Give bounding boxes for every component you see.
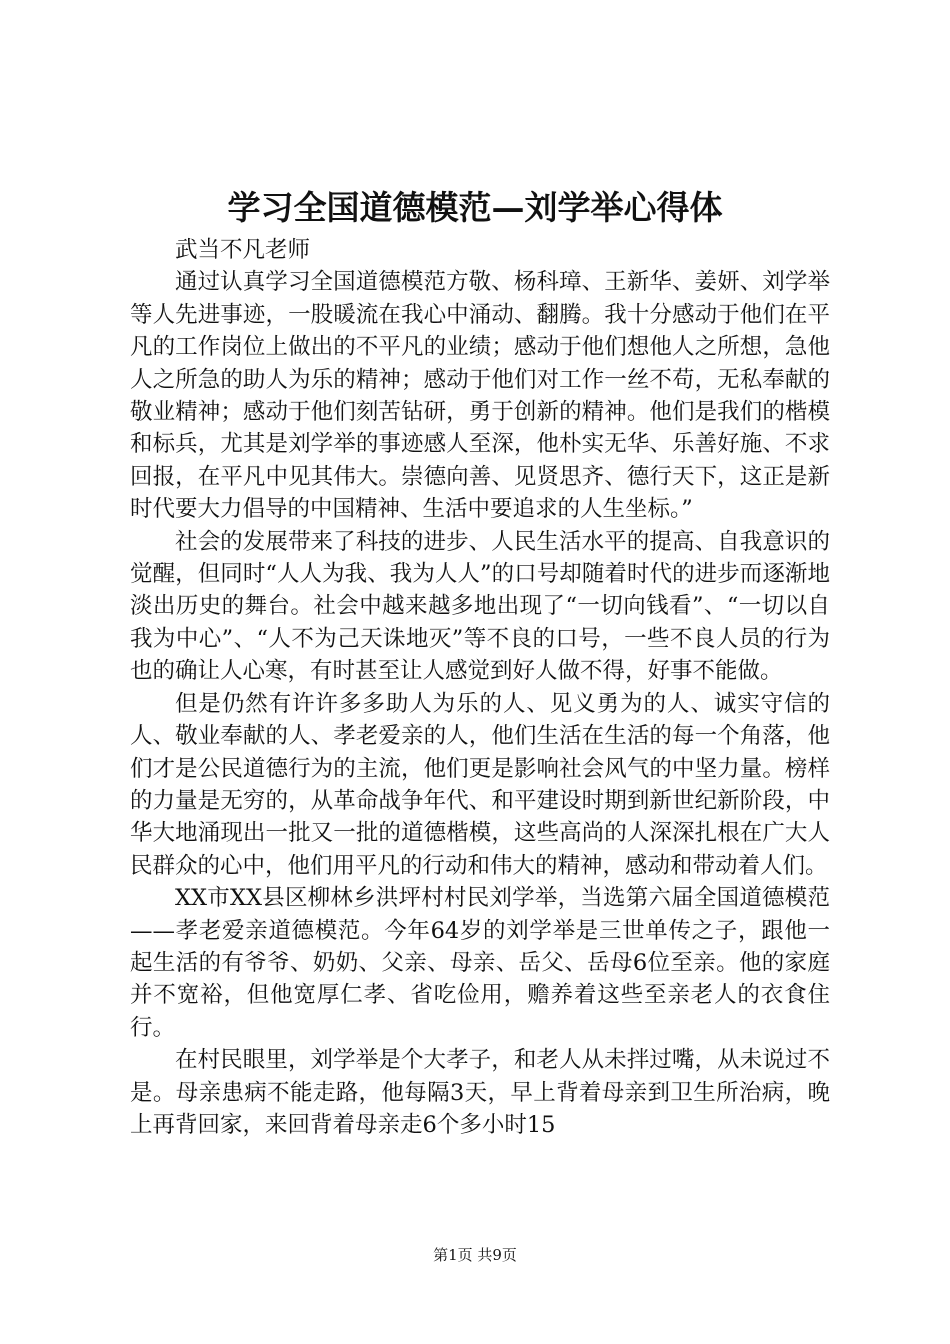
paragraph-3: 但是仍然有许许多多助人为乐的人、见义勇为的人、诚实守信的人、敬业奉献的人、孝老爱亲的人，他们生活在生活的每一个角落，他们才是公民道德行为的主流，他们更是影响社会风气的中坚力量。榜样的力量是无穷的，从革命战争年代、和平建设时期到新世纪新阶段，中华大地涌现出一批又一批的道德楷模，这些高尚的人深深扎根在广大人民群众的心中，他们用平凡的行动和伟大的精神，感动和带动着人们。 [130, 690, 830, 879]
page-footer: 第1页 共9页 [433, 1246, 517, 1264]
document-title: 学习全国道德模范—刘学举心得体 [227, 188, 723, 227]
paragraph-1: 通过认真学习全国道德模范方敬、杨科璋、王新华、姜妍、刘学举等人先进事迹，一股暖流在我心中涌动、翻腾。我十分感动于他们在平凡的工作岗位上做出的不平凡的业绩；感动于他们想他人之所想，急他人之所急的助人为乐的精神；感动于他们对工作一丝不苟，无私奉献的敬业精神；感动于他们刻苦钻研，勇于创新的精神。他们是我们的楷模和标兵，尤其是刘学举的事迹感人至深，他朴实无华、乐善好施、不求回报，在平凡中见其伟大。崇德向善、见贤思齐、德行天下，这正是新时代要大力倡导的中国精神、生活中要追求的人生坐标。” [130, 269, 830, 523]
document-body [130, 234, 830, 1141]
paragraph-4: XX市XX县区柳林乡洪坪村村民刘学举，当选第六届全国道德模范——孝老爱亲道德模范。今年64岁的刘学举是三世单传之子，跟他一起生活的有爷爷、奶奶、父亲、母亲、岳父、岳母6位至亲。他的家庭并不宽裕，但他宽厚仁孝、省吃俭用，赡养着这些至亲老人的衣食住行。 [130, 885, 830, 1041]
paragraph-5: 在村民眼里，刘学举是个大孝子，和老人从未拌过嘴，从未说过不是。母亲患病不能走路，他每隔3天，早上背着母亲到卫生所治病，晚上再背回家，来回背着母亲走6个多小时15 [130, 1047, 830, 1138]
author-line: 武当不凡老师 [175, 237, 311, 263]
paragraph-2: 社会的发展带来了科技的进步、人民生活水平的提高、自我意识的觉醒，但同时“人人为我、我为人人”的口号却随着时代的进步而逐渐地淡出历史的舞台。社会中越来越多地出现了“一切向钱看”、“一切以自我为中心”、“人不为己天诛地灭”等不良的口号，一些不良人员的行为也的确让人心寒，有时甚至让人感觉到好人做不得，好事不能做。 [130, 528, 830, 685]
